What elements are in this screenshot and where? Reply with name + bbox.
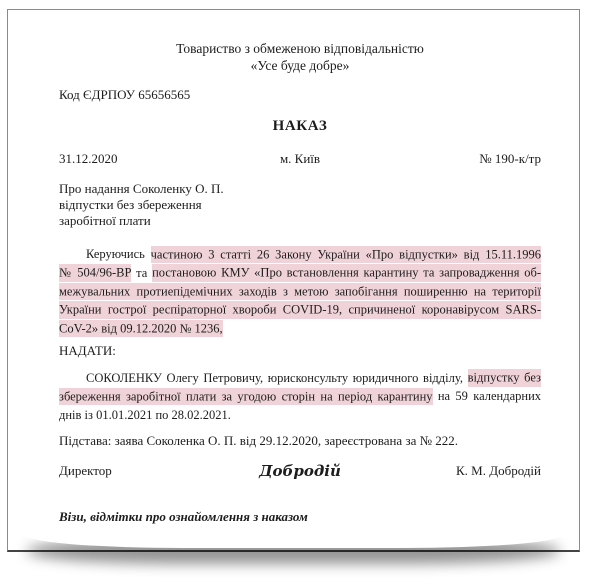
text-line — [59, 264, 541, 283]
text-line — [59, 319, 541, 338]
visas-note: Візи, відмітки про ознайомлення з наказом — [59, 509, 308, 524]
handwritten-signature: Добродій — [259, 462, 341, 480]
text-segment: Керуючись — [86, 247, 151, 261]
organization-name-line2: «Усе буде добре» — [250, 58, 350, 73]
organization-name — [59, 40, 541, 74]
document-city: м. Київ — [279, 151, 321, 166]
document-number: № 190-к/тр — [479, 151, 542, 166]
text-segment: СОКОЛЕНКУ Олегу Петровичу, юрисконсульту юридичного відділу, — [86, 370, 468, 385]
text-segment: та — [131, 265, 153, 280]
text-line — [59, 245, 541, 264]
order-paragraph — [59, 369, 541, 425]
highlighted-text: № 504/96-ВР — [59, 265, 132, 280]
text-line — [59, 282, 541, 301]
text-segment: на 59 календарних — [432, 389, 541, 403]
subject-line: заробітної плати — [59, 213, 151, 228]
highlighted-text: CoV-2» від 09.12.2020 № 1236, — [59, 321, 223, 335]
signer-name: К. М. Добродій — [455, 463, 542, 478]
basis-line: Підстава: заява Соколенка О. П. від 29.12.2020, зареєстрована за № 222. — [59, 433, 459, 448]
text-line — [59, 387, 541, 406]
preamble-paragraph — [59, 245, 541, 338]
document-subject — [59, 181, 299, 229]
document-title: НАКАЗ — [272, 118, 328, 134]
highlighted-text: збереження заробітної плати за угодою сторін на період карантину — [59, 389, 433, 403]
organization-name-line1: Товариство з обмеженою відповідальністю — [176, 41, 424, 56]
highlighted-text: межувальних протиепідемічних заходів з метою запобігання поширенню на території — [59, 284, 541, 298]
highlighted-text: постановою КМУ «Про встановлення карантину та запровадження об- — [152, 265, 541, 280]
highlighted-text: частиною 3 статті 26 Закону України «Про відпустки» від 15.11.1996 — [150, 247, 541, 261]
subject-line: відпустки без збереження — [59, 197, 202, 212]
edrpou-code: Код ЄДРПОУ 65656565 — [59, 87, 191, 102]
document-date: 31.12.2020 — [59, 151, 118, 166]
document-page — [7, 9, 580, 552]
document-meta-row — [59, 149, 541, 168]
subject-line: Про надання Соколенку О. П. — [59, 181, 224, 196]
text-line — [59, 406, 541, 425]
highlighted-text: України гострої респіраторної хвороби COVID-19, спричиненої коронавірусом SARS- — [59, 302, 541, 317]
resolution-word: НАДАТИ: — [59, 342, 116, 358]
text-segment: днів із 01.01.2021 по 28.02.2021. — [59, 407, 231, 422]
highlighted-text: відпустку без — [467, 370, 541, 385]
signature-row — [59, 461, 541, 481]
text-line — [59, 301, 541, 320]
signer-position: Директор — [59, 463, 112, 478]
text-line — [59, 369, 541, 388]
